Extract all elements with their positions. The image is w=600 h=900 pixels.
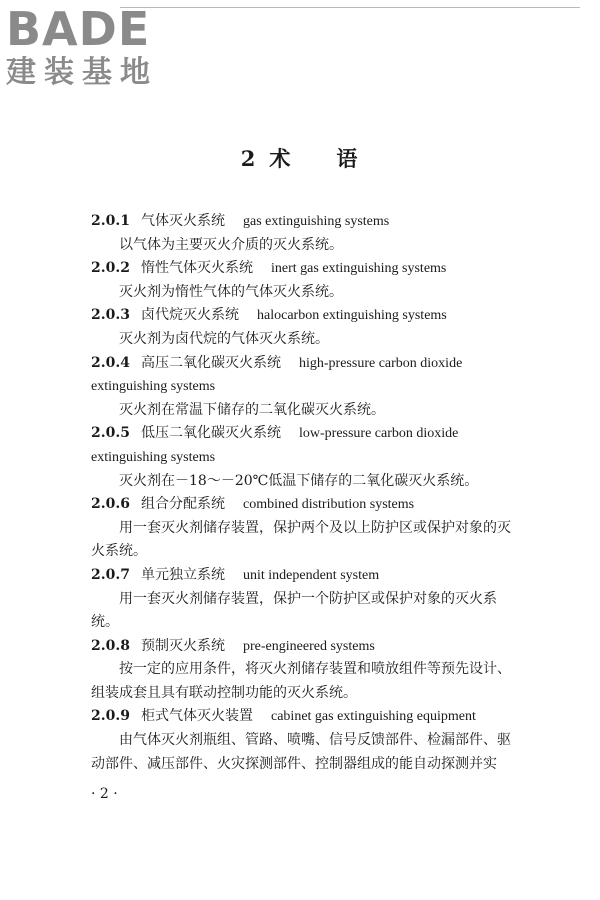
term-english-name: halocarbon extinguishing systems: [257, 308, 447, 324]
term-entry: [91, 422, 511, 493]
chapter-number: 2: [240, 146, 258, 171]
term-heading: [91, 493, 511, 517]
term-definition: 以气体为主要灭火介质的灭火系统。: [119, 236, 343, 253]
term-number: 2.0.6: [91, 496, 130, 513]
term-chinese-name: 柜式气体灭火装置: [141, 708, 253, 725]
logo-chinese: 建装基地: [6, 55, 158, 90]
term-english-name: unit independent system: [243, 567, 380, 583]
term-number: 2.0.7: [91, 566, 130, 583]
term-heading: [91, 422, 511, 446]
chapter-title-char-1: 术: [269, 146, 293, 171]
term-english-name: pre-engineered systems: [243, 638, 375, 654]
term-definition: 用一套灭火剂储存装置，保护一个防护区或保护对象的灭火系统。: [91, 590, 497, 631]
term-definition: 灭火剂在－18～－20℃低温下储存的二氧化碳灭火系统。: [119, 472, 479, 489]
term-chinese-name: 高压二氧化碳灭火系统: [141, 354, 281, 371]
term-definition: 灭火剂在常温下储存的二氧化碳灭火系统。: [119, 401, 385, 418]
term-entry: [91, 493, 511, 564]
term-heading: [91, 564, 511, 588]
term-number: 2.0.4: [91, 354, 130, 371]
term-entry: [91, 210, 511, 257]
term-chinese-name: 卤代烷灭火系统: [141, 307, 239, 324]
term-number: 2.0.1: [91, 213, 130, 229]
term-chinese-name: 预制灭火系统: [141, 637, 225, 654]
term-english-name: high-pressure carbon dioxide: [299, 355, 463, 371]
term-chinese-name: 组合分配系统: [141, 496, 225, 513]
term-entry: [91, 352, 511, 423]
term-entry: [91, 564, 511, 635]
term-entry: [91, 705, 511, 776]
term-heading: [91, 705, 511, 729]
term-number: 2.0.9: [91, 708, 130, 725]
logo-word: BADE: [6, 2, 151, 56]
term-heading: [91, 635, 511, 659]
term-definition: 用一套灭火剂储存装置，保护两个及以上防护区或保护对象的灭火系统。: [91, 519, 511, 560]
term-heading: [91, 304, 511, 328]
term-chinese-name: 单元独立系统: [141, 566, 225, 583]
chapter-title: [0, 143, 600, 173]
term-number: 2.0.5: [91, 425, 130, 442]
term-definition: 灭火剂为惰性气体的气体灭火系统。: [119, 283, 343, 300]
term-chinese-name: 气体灭火系统: [141, 213, 225, 229]
term-english-name: combined distribution systems: [243, 497, 415, 513]
term-number: 2.0.3: [91, 307, 130, 324]
term-entry: [91, 257, 511, 304]
term-entry: [91, 635, 511, 706]
term-english-name-continued: extinguishing systems: [91, 379, 216, 395]
term-definition: 灭火剂为卤代烷的气体灭火系统。: [119, 330, 329, 347]
page-number: · 2 ·: [91, 786, 118, 802]
term-entry: [91, 304, 511, 351]
term-english-name-continued: extinguishing systems: [91, 449, 216, 465]
term-number: 2.0.2: [91, 260, 130, 277]
chapter-title-char-2: 语: [336, 146, 360, 171]
term-number: 2.0.8: [91, 637, 130, 654]
term-definition: 按一定的应用条件，将灭火剂储存装置和喷放组件等预先设计、组装成套且具有联动控制功能的灭火系统。: [91, 661, 511, 701]
term-english-name: cabinet gas extinguishing equipment: [271, 709, 476, 725]
term-english-name: gas extinguishing systems: [243, 214, 390, 229]
term-heading: [91, 257, 511, 281]
term-chinese-name: 低压二氧化碳灭火系统: [141, 425, 281, 442]
term-heading: [91, 352, 511, 376]
term-chinese-name: 惰性气体灭火系统: [141, 260, 253, 277]
terms-list: [91, 210, 511, 776]
term-heading: [91, 210, 511, 234]
top-rule: [120, 7, 580, 8]
term-english-name: inert gas extinguishing systems: [271, 261, 447, 277]
watermark-logo: [6, 4, 176, 94]
term-definition: 由气体灭火剂瓶组、管路、喷嘴、信号反馈部件、检漏部件、驱动部件、减压部件、火灾探测部件、控制器组成的能自动探测并实: [91, 732, 511, 772]
term-english-name: low-pressure carbon dioxide: [299, 426, 459, 442]
